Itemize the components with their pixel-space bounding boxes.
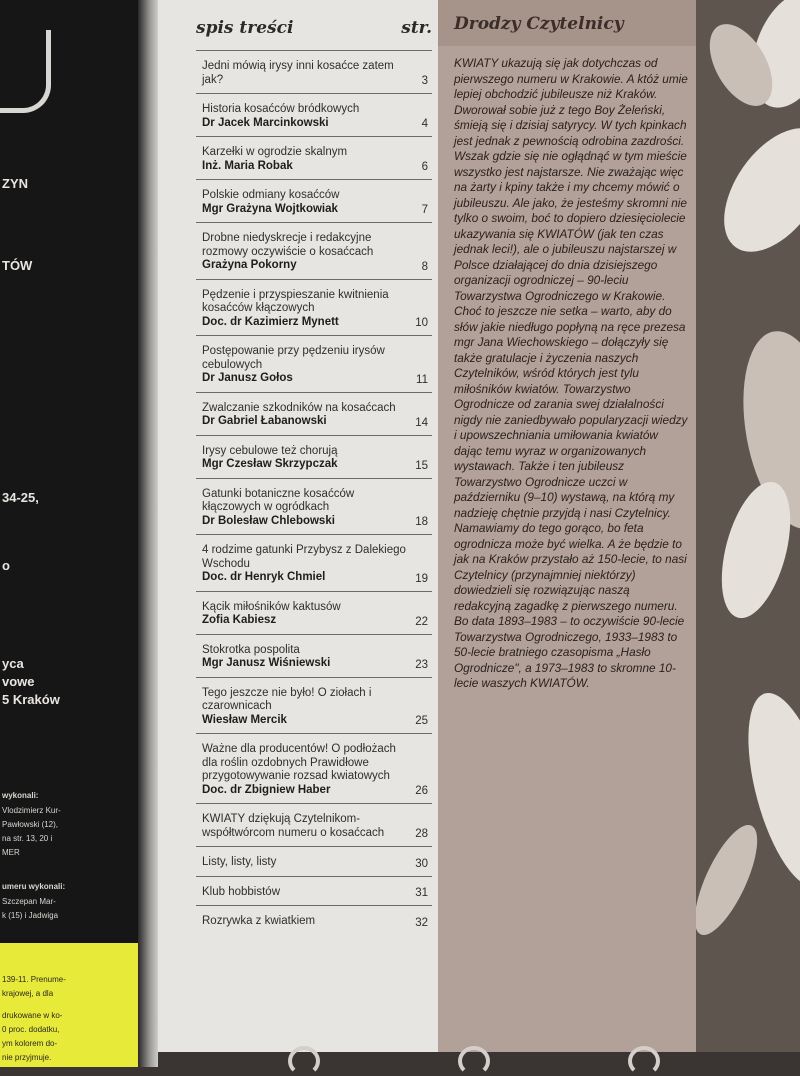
toc-entry-page: 30 bbox=[415, 857, 428, 870]
toc-entry-title: Listy, listy, listy bbox=[202, 856, 277, 868]
left-fragment: ZYN bbox=[2, 176, 28, 191]
info-line: krajowej, a dla bbox=[2, 989, 54, 998]
toc-entry bbox=[196, 803, 432, 846]
toc-entry-title: Historia kosaćców bródkowych bbox=[202, 103, 360, 115]
toc-entry-title: Rozrywka z kwiatkiem bbox=[202, 915, 316, 927]
toc-entry-title: Stokrotka pospolita bbox=[202, 643, 300, 656]
toc-entry bbox=[196, 905, 432, 935]
petal-shape bbox=[709, 475, 800, 626]
toc-entry bbox=[196, 222, 432, 279]
toc-entry bbox=[196, 179, 432, 222]
toc-entry-page: 19 bbox=[415, 572, 428, 585]
toc-entry-page: 23 bbox=[415, 658, 428, 671]
credits-line: MER bbox=[2, 848, 20, 857]
toc-entry-title: Pędzenie i przyspieszanie kwitnienia kosaćców kłączowych bbox=[202, 288, 389, 314]
toc-entry-page: 18 bbox=[415, 516, 428, 528]
toc-entry-author: Mgr Czesław Skrzypczak bbox=[202, 458, 338, 470]
toc-entry-page: 4 bbox=[421, 118, 428, 130]
toc-entry-title: Drobne niedyskrecje i redakcyjne rozmowy oczywiście o kosaćcach bbox=[202, 232, 374, 258]
toc-entry-author: Doc. dr Zbigniew Haber bbox=[202, 783, 331, 796]
toc-entry-title: Jedni mówią irysy inni kosaćce zatem jak? bbox=[202, 60, 394, 86]
toc-entry-title: Tego jeszcze nie było! O ziołach i czarownicach bbox=[202, 686, 372, 712]
decorative-curl bbox=[458, 1046, 490, 1076]
petal-shape bbox=[696, 817, 769, 943]
toc-entry bbox=[196, 50, 432, 93]
toc-entry-title: Klub hobbistów bbox=[202, 885, 280, 898]
info-line: 0 proc. dodatku, bbox=[2, 1025, 60, 1034]
toc-entry bbox=[196, 846, 432, 876]
toc-entry bbox=[196, 392, 432, 435]
toc-entry-page: 32 bbox=[415, 916, 428, 929]
left-fragment: o bbox=[2, 558, 10, 573]
credits-heading: umeru wykonali: bbox=[2, 882, 66, 891]
toc-entry-author: Doc. dr Henryk Chmiel bbox=[202, 571, 326, 583]
toc-entry-author: Doc. dr Kazimierz Mynett bbox=[202, 315, 339, 328]
table-of-contents bbox=[158, 0, 438, 1067]
left-magazine-page bbox=[0, 0, 138, 1067]
toc-page-label: str. bbox=[401, 18, 432, 38]
info-line: drukowane w ko- bbox=[2, 1011, 63, 1020]
toc-entry-title: Polskie odmiany kosaćców bbox=[202, 189, 340, 201]
toc-list bbox=[196, 50, 432, 935]
toc-entry-title: Gatunki botaniczne kosaćców kłączowych w ogródkach bbox=[202, 487, 355, 513]
credits-heading: wykonali: bbox=[2, 791, 39, 800]
toc-entry-page: 31 bbox=[415, 887, 428, 899]
toc-entry-author: Dr Jacek Marcinkowski bbox=[202, 116, 329, 129]
info-line: nie przyjmuje. bbox=[2, 1053, 52, 1062]
toc-entry-author: Zofia Kabiesz bbox=[202, 614, 277, 626]
toc-entry-title: Postępowanie przy pędzeniu irysów cebulowych bbox=[202, 345, 385, 371]
toc-entry-author: Dr Janusz Gołos bbox=[202, 372, 293, 384]
toc-entry-title: 4 rodzime gatunki Przybysz z Dalekiego Wschodu bbox=[202, 544, 406, 570]
petal-shape bbox=[703, 110, 800, 271]
page-gutter bbox=[138, 0, 158, 1067]
left-fragment: 34-25, bbox=[2, 490, 39, 505]
credits-line: Szczepan Mar- bbox=[2, 897, 56, 906]
toc-entry-page: 22 bbox=[415, 615, 428, 628]
yellow-info-box bbox=[0, 943, 138, 1067]
toc-entry bbox=[196, 335, 432, 392]
toc-entry-author: Inż. Maria Robak bbox=[202, 159, 293, 172]
toc-entry-page: 15 bbox=[415, 459, 428, 472]
toc-entry-page: 28 bbox=[415, 828, 428, 840]
toc-entry-page: 10 bbox=[415, 317, 428, 329]
toc-entry-page: 7 bbox=[421, 204, 428, 216]
left-fragment: 5 Kraków bbox=[2, 692, 60, 707]
toc-entry-page: 11 bbox=[416, 373, 428, 386]
toc-entry-title: Kącik miłośników kaktusów bbox=[202, 600, 341, 613]
decorative-curl bbox=[288, 1046, 320, 1076]
toc-entry bbox=[196, 534, 432, 591]
info-line: ym kolorem do- bbox=[2, 1039, 58, 1048]
toc-entry-page: 6 bbox=[421, 161, 428, 173]
editorial-column bbox=[438, 0, 696, 1067]
toc-entry bbox=[196, 677, 432, 734]
toc-entry bbox=[196, 136, 432, 179]
left-fragment: yca bbox=[2, 656, 24, 671]
toc-entry-author: Dr Gabriel Łabanowski bbox=[202, 415, 327, 427]
toc-entry-title: Zwalczanie szkodników na kosaćcach bbox=[202, 401, 396, 414]
left-fragment: TÓW bbox=[2, 258, 33, 273]
toc-entry bbox=[196, 279, 432, 336]
toc-entry-title: Irysy cebulowe też chorują bbox=[202, 444, 338, 457]
toc-entry bbox=[196, 634, 432, 677]
toc-entry-title: KWIATY dziękują Czytelnikom-współtwórcom numeru o kosaćcach bbox=[202, 813, 385, 839]
iris-illustration bbox=[696, 0, 800, 1067]
toc-entry-page: 14 bbox=[415, 416, 428, 429]
toc-entry-page: 3 bbox=[421, 75, 428, 87]
next-page-strip bbox=[158, 1052, 800, 1067]
toc-entry-author: Grażyna Pokorny bbox=[202, 259, 297, 271]
toc-header bbox=[196, 18, 432, 44]
toc-entry-page: 8 bbox=[421, 260, 428, 273]
toc-entry-author: Mgr Grażyna Wojtkowiak bbox=[202, 202, 338, 215]
info-line: 139-11. Prenume- bbox=[2, 975, 66, 984]
toc-entry bbox=[196, 435, 432, 478]
toc-entry bbox=[196, 93, 432, 136]
credits-line: Vlodzimierz Kur- bbox=[2, 806, 61, 815]
toc-entry-title: Karzełki w ogrodzie skalnym bbox=[202, 146, 348, 158]
toc-entry-author: Mgr Janusz Wiśniewski bbox=[202, 657, 331, 669]
magazine-logo-fragment bbox=[0, 30, 51, 113]
editorial-title: Drodzy Czytelnicy bbox=[454, 14, 624, 34]
toc-title: spis treści bbox=[196, 18, 294, 38]
toc-entry bbox=[196, 478, 432, 535]
credits-line: Pawłowski (12), bbox=[2, 820, 59, 829]
toc-entry-title: Ważne dla producentów! O podłożach dla roślin ozdobnych Prawidłowe przygotowywanie rozsad kwiatowych bbox=[202, 743, 396, 782]
left-fragment: vowe bbox=[2, 674, 35, 689]
toc-entry-author: Wiesław Mercik bbox=[202, 713, 287, 726]
editorial-body: KWIATY ukazują się jak dotychczas od pierwszego numeru w Krakowie. A któż umie lepiej obchodzić jubileusze niż Kraków. Dworował sobie już z tego Boy Żeleński, śmieją się i dzisiaj satyrycy. W tych kpinkach jest jednak z pewnością odrobina zazdrości. Wszak gdzie się nie ogłądnąć w tym mieście wszystko jest najstarsze. Nie zważając więc na żarty i kpiny także i my chcemy mówić o jubileuszu. Ale jako, że jesteśmy skromni nie tylko o swoim, boć to dopiero dziesięciolecie ukazywania się KWIATÓW (jak ten czas jednak leci!), ale o jubileuszu najstarszej w Polsce działającej do dnia dzisiejszego organizacji ogrodniczej – 90-leciu Towarzystwa Ogrodniczego w Krakowie. Choć to jeszcze nie setka – warto, aby do słów jakie niedługo popłyną na ręce prezesa mgr Jana Wiechowskiego – dołączyły się także gratulacje i życzenia naszych Czytelników, wśród których jest tylu miłośników kwiatów. Towarzystwo Ogrodnicze od zarania swej działalności nigdy nie zaniedbywało popularyzacji wiedzy i upowszechniania umiłowania kwiatów dając temu wyraz w organizowanych wystawach. Także i ten jubileusz Towarzystwo Ogrodnicze uczci w październiku (9–10) wystawą, na którą my nadzieję chętnie przyjdą i nasi Czytelnicy. Namawiamy do tego gorąco, bo feta ogrodnicza może być wielka. A że będzie to jak na Kraków przystało aż 150-lecie, to nasi Czytelnicy (przynajmniej niektórzy) dowiedzieli się rozwiązując naszą redakcyjną zagadkę z pierwszego numeru. Bo data 1893–1983 – to oczywiście 90-lecie Towarzystwa Ogrodniczego, 1933–1983 to 50-lecie bratniego czasopisma „Hasło Ogrodnicze", a 1973–1983 to skromne 10-lecie waszych KWIATÓW. bbox=[454, 56, 688, 690]
toc-entry-author: Dr Bolesław Chlebowski bbox=[202, 514, 335, 527]
credits-line: na str. 13, 20 i bbox=[2, 834, 53, 843]
toc-entry-page: 25 bbox=[415, 715, 428, 727]
toc-entry bbox=[196, 733, 432, 803]
decorative-curl bbox=[628, 1046, 660, 1076]
credits-line: k (15) i Jadwiga bbox=[2, 911, 59, 920]
toc-entry bbox=[196, 591, 432, 634]
toc-entry-page: 26 bbox=[415, 785, 428, 797]
editorial-header bbox=[438, 0, 696, 46]
toc-entry bbox=[196, 876, 432, 906]
